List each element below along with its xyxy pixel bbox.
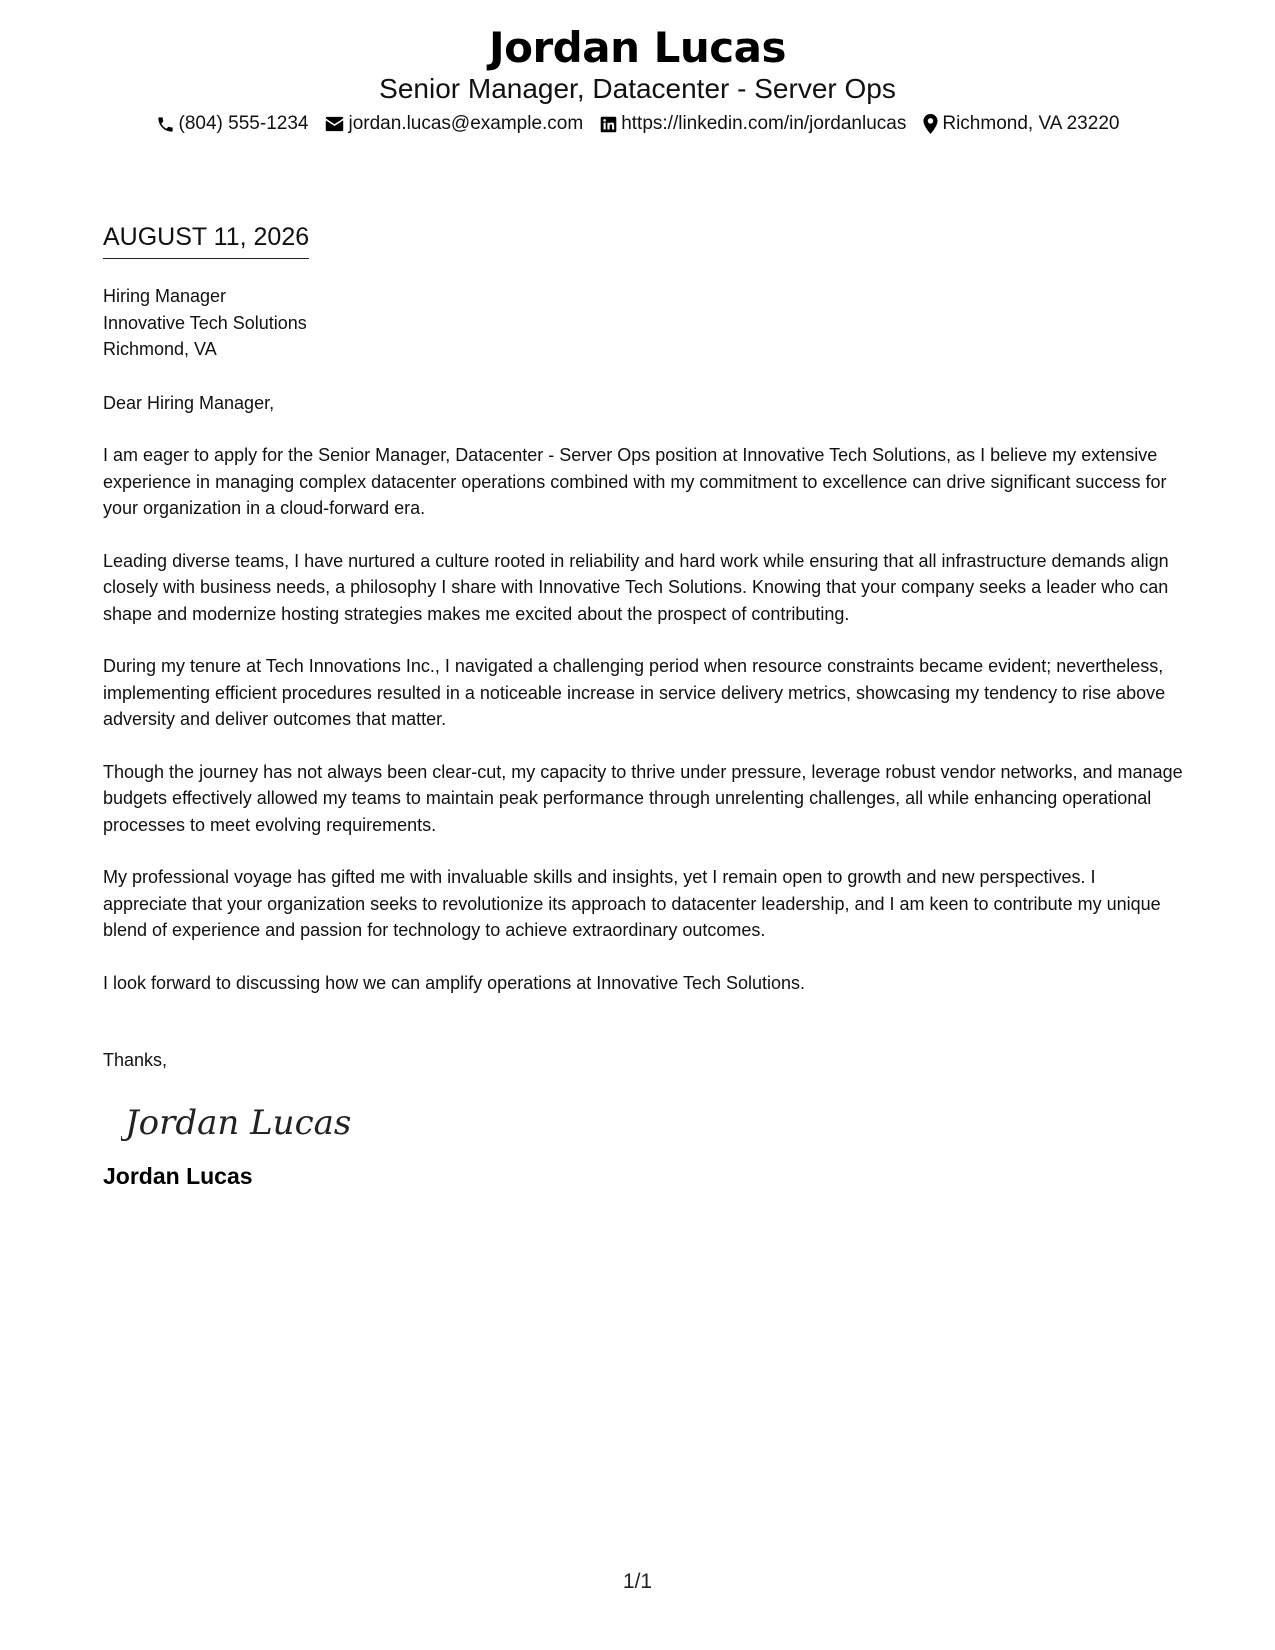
- body-paragraph: I am eager to apply for the Senior Manager, Datacenter - Server Ops position at Innovative Tech Solutions, as I believe my extensive experience in managing complex datacenter operations combined with my commitment to excellence can drive significant success for your organization in a cloud-forward era.: [103, 445, 1167, 518]
- phone-icon: [156, 115, 175, 134]
- contact-email-text: jordan.lucas@example.com: [348, 113, 584, 134]
- page-number: 1/1: [622, 1570, 653, 1593]
- salutation: Dear Hiring Manager,: [103, 392, 275, 413]
- contact-location: [923, 112, 1119, 136]
- contact-line: [0, 112, 1275, 136]
- linkedin-icon: [600, 116, 617, 133]
- recipient-line: Innovative Tech Solutions: [103, 312, 307, 333]
- closing: Thanks,: [103, 1050, 168, 1070]
- location-pin-icon: [923, 114, 938, 134]
- recipient-block: [103, 283, 1183, 363]
- body-paragraph: Leading diverse teams, I have nurtured a culture rooted in reliability and hard work while ensuring that all infrastructure demands align closely with business needs, a philosophy I share with Innovative Tech Solutions. Knowing that your company seeks a leader who can shape and modernize hosting strategies makes me excited about the prospect of contributing.: [103, 550, 1169, 624]
- body-paragraph: I look forward to discussing how we can amplify operations at Innovative Tech Solutions.: [103, 972, 806, 993]
- signature-text: Jordan Lucas: [125, 1102, 352, 1143]
- contact-location-text: Richmond, VA 23220: [942, 113, 1120, 134]
- recipient-line: Richmond, VA: [103, 339, 217, 359]
- contact-phone[interactable]: [156, 112, 309, 136]
- letter-body: [103, 283, 1183, 1190]
- contact-linkedin[interactable]: [600, 112, 906, 136]
- letter-header: [0, 22, 1275, 136]
- contact-phone-text: (804) 555-1234: [178, 113, 309, 134]
- applicant-name: Jordan Lucas: [488, 23, 787, 72]
- handwritten-signature: [121, 1092, 361, 1152]
- body-paragraph: During my tenure at Tech Innovations Inc., I navigated a challenging period when resource constraints became evident; nevertheless, implementing efficient procedures resulted in a noticeable increase in service delivery metrics, showcasing my tendency to rise above adversity and deliver outcomes that matter.: [103, 656, 1166, 729]
- contact-email[interactable]: [325, 112, 583, 136]
- recipient-line: Hiring Manager: [103, 286, 227, 306]
- letter-date: AUGUST 11, 2026: [103, 222, 309, 259]
- envelope-icon: [325, 116, 344, 132]
- signer-name: Jordan Lucas: [103, 1162, 253, 1189]
- body-paragraph: My professional voyage has gifted me with invaluable skills and insights, yet I remain open to growth and new perspectives. I appreciate that your organization seeks to revolutionize its approach to datacenter leadership, and I am keen to contribute my unique blend of experience and passion for technology to achieve extraordinary outcomes.: [103, 867, 1161, 940]
- applicant-title: Senior Manager, Datacenter - Server Ops: [379, 73, 896, 104]
- contact-linkedin-text: https://linkedin.com/in/jordanlucas: [621, 113, 907, 134]
- body-paragraph: Though the journey has not always been clear-cut, my capacity to thrive under pressure, leverage robust vendor networks, and manage budgets effectively allowed my teams to maintain peak performance through unrelenting challenges, all while enhancing operational processes to meet evolving requirements.: [103, 761, 1183, 835]
